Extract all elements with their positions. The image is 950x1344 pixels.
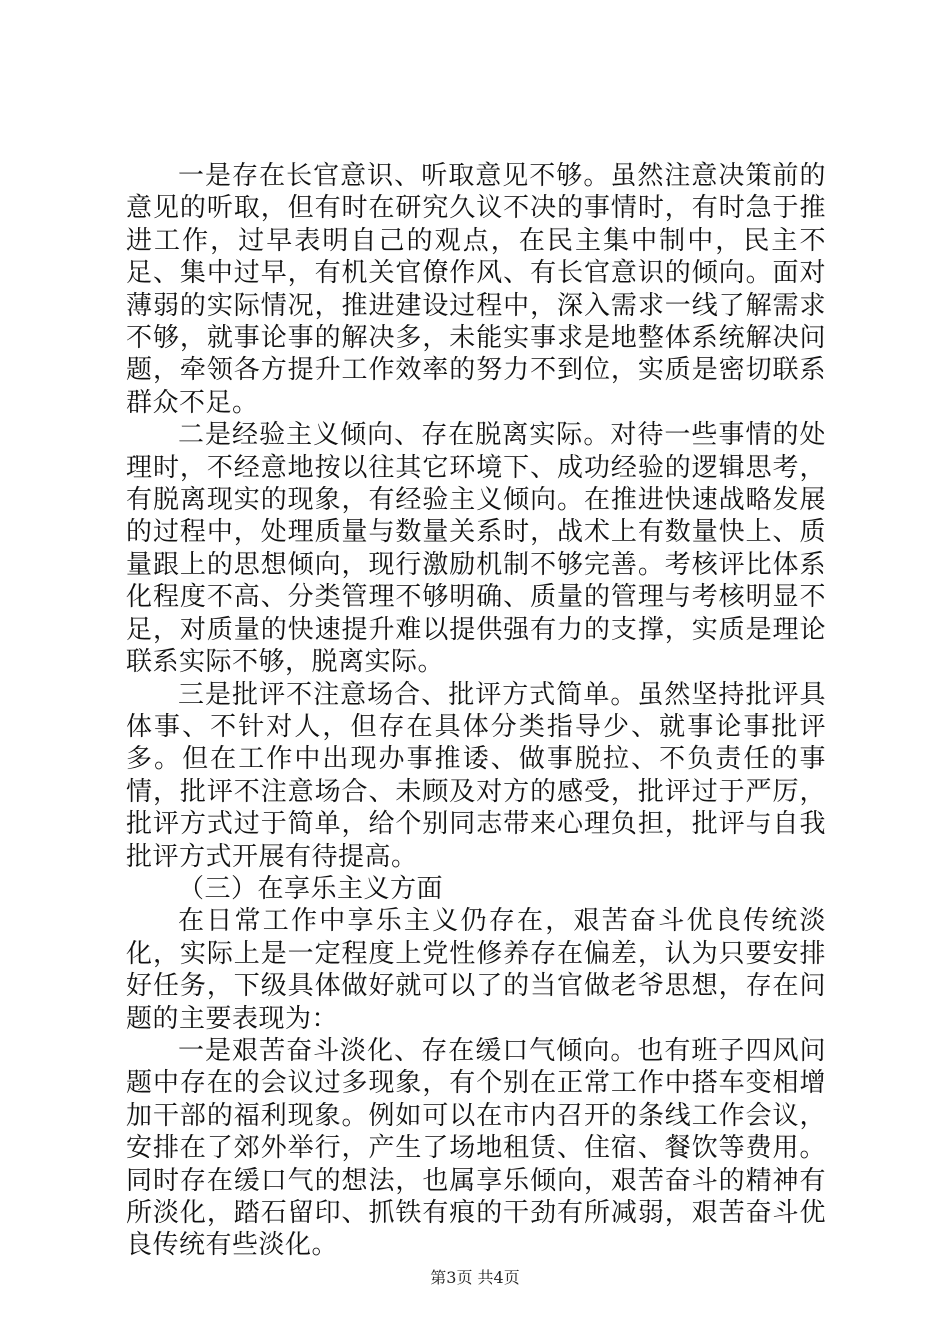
paragraph-empiricism: 二是经验主义倾向、存在脱离实际。对待一些事情的处理时，不经意地按以往其它环境下、成功经验的逻辑思考，有脱离现实的现象，有经验主义倾向。在推进快速战略发展的过程中，处理质量与数量关系时，战术上有数量快上、质量跟上的思想倾向，现行激励机制不够完善。考核评比体系化程度不高、分类管理不够明确、质量的管理与考核明显不足，对质量的快速提升难以提供强有力的支撑，实质是理论联系实际不够，脱离实际。 — [126, 420, 826, 678]
page-footer: 第3页 共4页 — [430, 1268, 520, 1287]
section-heading-hedonism: （三）在享乐主义方面 — [178, 873, 444, 904]
paragraph-hedonism-intro: 在日常工作中享乐主义仍存在，艰苦奋斗优良传统淡化，实际上是一定程度上党性修养存在偏差，认为只要安排好任务，下级具体做好就可以了的当官做老爷思想，存在问题的主要表现为： — [126, 906, 826, 1034]
paragraph-hard-work: 一是艰苦奋斗淡化、存在缓口气倾向。也有班子四风问题中存在的会议过多现象，有个别在正常工作中搭车变相增加干部的福利现象。例如可以在市内召开的条线工作会议，安排在了郊外举行，产生了场地租赁、住宿、餐饮等费用。同时存在缓口气的想法，也属享乐倾向，艰苦奋斗的精神有所淡化，踏石留印、抓铁有痕的干劲有所减弱，艰苦奋斗优良传统有些淡化。 — [126, 1035, 826, 1261]
paragraph-criticism: 三是批评不注意场合、批评方式简单。虽然坚持批评具体事、不针对人，但存在具体分类指导少、就事论事批评多。但在工作中出现办事推诿、做事脱拉、不负责任的事情，批评不注意场合、未顾及对方的感受，批评过于严厉，批评方式过于简单，给个别同志带来心理负担，批评与自我批评方式开展有待提高。 — [126, 679, 826, 872]
document-body — [126, 160, 826, 1262]
paragraph-leadership-awareness: 一是存在长官意识、听取意见不够。虽然注意决策前的意见的听取，但有时在研究久议不决的事情时，有时急于推进工作，过早表明自己的观点，在民主集中制中，民主不足、集中过早，有机关官僚作风、有长官意识的倾向。面对薄弱的实际情况，推进建设过程中，深入需求一线了解需求不够，就事论事的解决多，未能实事求是地整体系统解决问题，牵领各方提升工作效率的努力不到位，实质是密切联系群众不足。 — [126, 161, 826, 418]
